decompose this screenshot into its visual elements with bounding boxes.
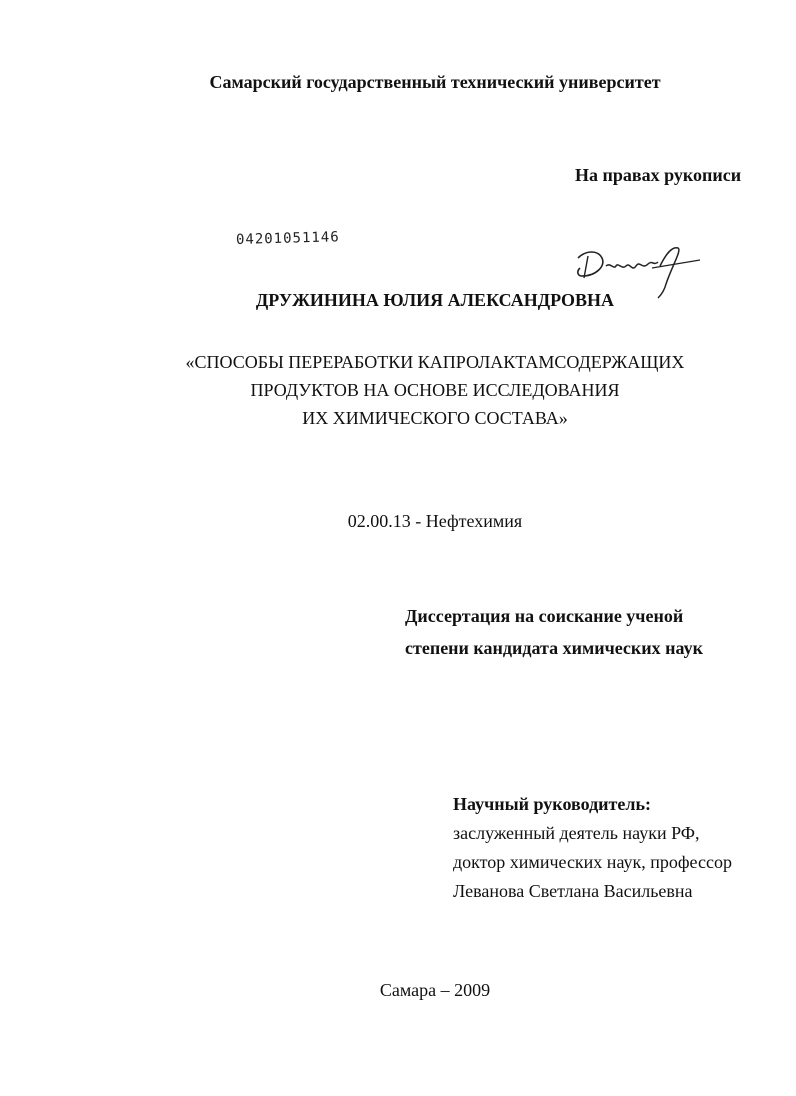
title-line: «СПОСОБЫ ПЕРЕРАБОТКИ КАПРОЛАКТАМСОДЕРЖАЩИХ [185, 352, 685, 372]
supervisor-line: доктор химических наук, профессор [453, 852, 732, 872]
author-name: ДРУЖИНИНА ЮЛИЯ АЛЕКСАНДРОВНА [255, 290, 615, 310]
manuscript-rights-label: На правах рукописи [575, 165, 742, 185]
registry-code: 04201051146 [235, 229, 340, 248]
degree-statement [405, 600, 703, 664]
title-line: ПРОДУКТОВ НА ОСНОВЕ ИССЛЕДОВАНИЯ [250, 380, 620, 400]
university-name: Самарский государственный технический университет [209, 72, 661, 92]
city-year: Самара – 2009 [379, 980, 491, 1000]
supervisor-line: заслуженный деятель науки РФ, [453, 823, 700, 843]
specialty-code: 02.00.13 - Нефтехимия [347, 511, 523, 531]
title-line: ИХ ХИМИЧЕСКОГО СОСТАВА» [302, 408, 568, 428]
supervisor-line: Леванова Светлана Васильевна [453, 881, 693, 901]
dissertation-title [0, 348, 796, 432]
supervisor-block [453, 790, 732, 906]
degree-line: степени кандидата химических наук [405, 638, 703, 658]
degree-line: Диссертация на соискание ученой [405, 606, 684, 626]
supervisor-heading: Научный руководитель: [453, 794, 651, 814]
